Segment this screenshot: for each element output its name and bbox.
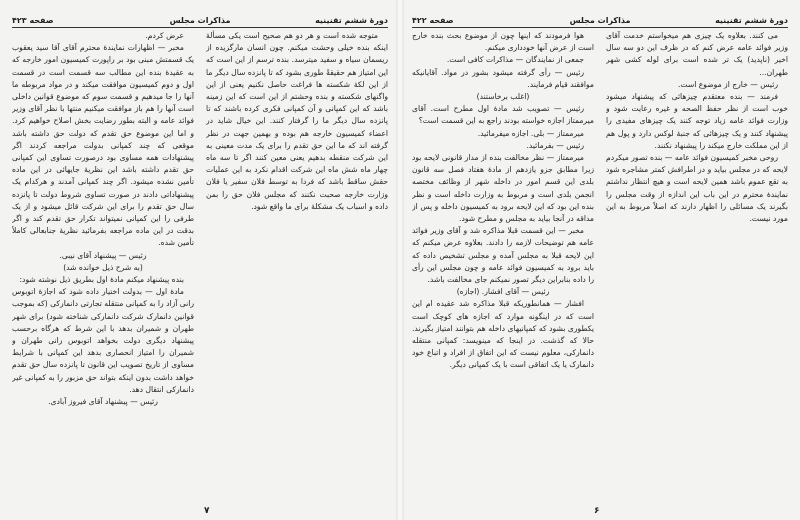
- session-title: دورهٔ ششم تقنینیه: [715, 16, 788, 25]
- page-label: صفحه ۴۲۲: [412, 16, 454, 25]
- paragraph: مادهٔ اول — بدولت اختیار داده شود که اجازهٔ اتوبوس رانی آزاد را به کمپانی منتقله تجارتی دانمارکی (که بموجب قوانین دانمارک شرکت دانمارکی شناخته شود) برای شهر طهران و شمیران بدهد با این شرط که هرگاه برحسب پیشنهاد دیگری دولت بخواهد اتوبوس رانی طهران و شمیران را امتیاز انحصاری بدهد این کمپانی با شرایط مساوی از تاریخ تصویب این قانون تا پانزده سال حق تقدم خواهد داشت بدون اینکه بتواند حق مزبور را به کمپانی غیر دانمارکی انتقال دهد.: [12, 287, 194, 394]
- paragraph: رئیس — تصویب شد مادهٔ اول مطرح است. آقای میرممتاز اجازه خواسته بودند راجع به این قسمت است؟: [412, 104, 594, 126]
- left-column: [12, 30, 194, 502]
- centered-note: رئیس — پیشنهاد آقای فیروز آبادی.: [48, 397, 158, 407]
- paragraph: مخبر — اظهارات نمایندهٔ محترم آقای آقا سید یعقوب یک قسمتش مبنی بود بر راپورت کمیسیون امور خارجه که به عقیدهٔ بنده این مطالب سه قسمت است در قسمت اول و دوم کمیسیون موافقت میکند و در مواد مربوطه ما آنها را جا میدهیم و قسمت سوم که موضوع قوانین داخلی است آنها را هم باز موافقت میکنیم منتها با نظر آقای وزیر فوائد عامه و البته بطور رضایت بخش اصلاح خواهیم کرد. و اما این موضوع حق تقدم که دولت حق داشته باشد موقعی که چند کمپانی بدولت مراجعه کردند اگر پیشنهادات همه مساوی بود درصورت تساوی این کمپانی حق تقدم داشته باشد این نظریهٔ جایهائی در این ماده تأمین نشده میشود. اگر چند کمپانی آمدند و هرکدام یک پیشنهاداتی دادند در صورت تساوی شروط دولت تا پانزده سال حق تقدم را برای این شرکت قائل میشود و از یک طرفی را این کمپانی نمیتواند تکرار حق تقدم کند و اگر بدقت در این ماده مراجعه بفرمائید نظریهٔ جنابعالی کاملاً تأمین شده.: [12, 43, 194, 248]
- centered-note: رئیس — آقای افشار. (اجازه): [456, 287, 550, 297]
- paragraph: فرمند — بنده معتقدم چیزهائی که پیشنهاد میشود خوب است از نظر حفظ الصحه و غیره رعایت شود و وزارت فوائد عامه زیاد توجه کنند یک چیزهای مفیدی را پیشنهاد کنند و یک چیزهائی که جنبهٔ لوکس دارد و پول هم از این مملکت خارج میکند را پیشنهاد نکنند.: [606, 92, 788, 150]
- session-title: دورهٔ ششم تقنینیه: [315, 16, 388, 25]
- page-header: [12, 7, 388, 28]
- page-number: ۷: [204, 506, 210, 516]
- book-spine: [396, 0, 404, 520]
- right-column: [206, 30, 388, 502]
- paragraph: افشار — همانطوریکه قبلا مذاکره شد عقیده ام این است که در اینگونه موارد که اجازه های کوچک است یکطوری بشود که کمپانیهای داخله هم بتوانند امتیاز بگیرند. حالا که گذشت. در اینجا که مینویسد: کمپانی منتقله دانمارکی، معلوم نیست که این اتفاق از افراد و اتباع خود دانمارک یا یک اتفاقی است با یک کمپانی دیگر.: [412, 299, 594, 370]
- paragraph: رئیس — خارج از موضوع است.: [677, 79, 778, 89]
- paragraph: رئیس — رأی گرفته میشود بشور در مواد. آقایانیکه موافقند قیام فرمایند.: [412, 67, 594, 89]
- paragraph: عرض کردم.: [145, 31, 184, 40]
- publication-title: مذاکرات مجلس: [569, 16, 631, 25]
- paragraph: متوجه شده است و هر دو هم صحیح است یکی مسألهٔ اینکه بنده خیلی وحشت میکنم. چون انسان مارگزیده از ریسمان سیاه و سفید میترسد. بنده ترسم از این است که این امتیاز هم حقیقةً طوری بشود که تا پانزده سال دیگر ما از این لکهٔ شکسته ها فراغت حاصل نکنیم یعنی از این واگنهای شکسته و بنده وحشتم از این است که این زمینه باشد که این کمپانی و آن کمپانی فکری کرده باشند که تا پانزده سال دیگر ما را گرفتار کنند. این خیال شاید در اعضاء کمیسیون خارجه هم بوده و بهمین جهت در نظر گرفته اند که ما این حق تقدم را برای یک مدت معینی به این شرکت منقطه بدهیم یعنی معین کنند اگر تا سه ماه چهار ماه شش ماه این شرکت اقدام نکرد به این عملیات حقش ساقط باشد که فردا به توسط فلان سفیر یا فلان وزارت خارجه صحبت نکنند که مجلس فلان حق را بمن داده و اسباب یک مشکلهٔ برای ما واقع شود.: [206, 31, 388, 211]
- centered-note: (به شرح ذیل خوانده شد): [63, 262, 143, 272]
- paragraph: می کنند. بعلاوه یک چیزی هم میخواستم خدمت آقای وزیر فوائد عامه عرض کنم که در ظرف این دو سه سال اخیر (ناپدید) یک تر شده است برای لوله کشی شهر طهران...: [606, 31, 788, 77]
- page-label: صفحه ۴۲۳: [12, 16, 54, 25]
- paragraph: میرممتاز — نظر مخالفت بنده از مدار قانونی لایحه بود زیرا مطابق جزو یازدهم از مادهٔ هفتاد فصل سه قانون بلدی این قسم امور در داخله شهر از وظائف مختصه انجمن بلدی است و مربوط به وزارت داخله است و نظر بنده این بود که این لایحه برود به کمیسیون داخله و پس از مداقه در آنجا بیاید به مجلس و مطرح شود.: [412, 153, 594, 224]
- page-number: ۶: [594, 506, 600, 516]
- page-header: [412, 7, 788, 28]
- centered-note: (اغلب برخاستند): [476, 92, 530, 102]
- paragraph: رئیس — بفرمائید.: [526, 140, 584, 150]
- paragraph: هوا فرمودند که اینها چون از موضوع بحث بنده خارج است از عرض آنها خودداری میکنم.: [412, 31, 594, 53]
- paragraph: جمعی از نمایندگان — مذاکرات کافی است.: [446, 55, 584, 65]
- paragraph: مخبر — این قسمت قبلا مذاکره شد و آقای وزیر فوائد عامه هم توضیحات لازمه را دادند. بعلاوه عرض میکنم که این لایحه قبلا به مجلس آمده و مجلس تشخیص داده که باید برود به کمیسیون فوائد عامه و چون مجلس این رأی را داده بنابراین دیگر تصور نمیکنم جای مخالفت باشد.: [412, 226, 594, 285]
- paragraph: روحی مخبر کمیسیون فوائد عامه — بنده تصور میکردم لایحه که در مجلس بیاید و در اطرافش کمتر مشاجره شود به تقع عموم باشد همین لایحه است و هیچ انتظار نداشتم نمایندهٔ محترم در این باب این اندازه از وقت مجلس را بگیرند یک مسائلی را اظهار دارند که اصلاً مربوط به این مورد نیست.: [606, 153, 788, 224]
- right-page: [404, 0, 796, 520]
- centered-note: رئیس — پیشنهاد آقای نیبی.: [59, 250, 147, 260]
- left-page: [4, 0, 396, 520]
- left-column: [412, 30, 594, 502]
- paragraph: میرممتاز — بلی. اجازه میفرمائید.: [477, 128, 584, 138]
- paragraph: بنده پیشنهاد میکنم مادهٔ اول بطریق ذیل نوشته شود:: [19, 275, 184, 285]
- publication-title: مذاکرات مجلس: [169, 16, 231, 25]
- right-column: [606, 30, 788, 502]
